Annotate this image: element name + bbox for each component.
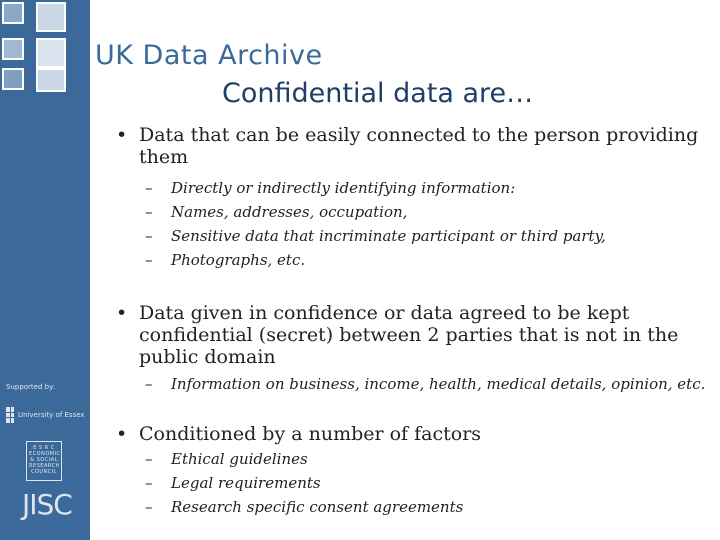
logo-square [36,2,66,32]
logo-square [2,38,24,60]
sub-item-text: Legal requirements [171,474,321,492]
sub-item-text: Sensitive data that incriminate participant or third party, [171,227,606,245]
brand-name: UK Data Archive [95,40,323,71]
sub-item [112,471,712,495]
dash-icon: – [145,203,153,221]
sub-item [112,447,712,471]
sub-list [112,375,712,394]
essex-mark-icon [6,407,14,423]
university-label: University of Essex [18,411,85,419]
logo-square [2,68,24,90]
sub-list [112,447,712,519]
logo-square [2,2,24,24]
sub-item [112,200,712,224]
bullet-item [112,302,712,368]
sub-item [112,176,712,200]
supported-by-label: Supported by: [6,383,56,391]
dash-icon: – [145,375,153,393]
esrc-line: E S R C [33,445,55,451]
sidebar-band [0,0,90,540]
esrc-line: ECONOMIC [29,451,61,457]
bullet-icon: • [116,423,128,445]
esrc-logo [26,441,62,481]
sub-item-text: Photographs, etc. [171,251,306,269]
dash-icon: – [145,227,153,245]
jisc-logo: JISC [22,488,72,521]
esrc-line: & SOCIAL [30,457,58,463]
sub-item-text: Directly or indirectly identifying information: [171,179,516,197]
slide-title: Confidential data are… [222,78,534,109]
sub-item [112,375,712,394]
sub-list [112,176,712,272]
sub-item-text: Names, addresses, occupation, [171,203,408,221]
bullet-icon: • [116,302,128,324]
bullet-text: Conditioned by a number of factors [139,423,482,445]
bullet-item [112,124,712,168]
bullet-item [112,423,712,445]
sub-item-text: Research specific consent agreements [171,498,464,516]
esrc-line: RESEARCH [29,463,60,469]
sub-item [112,495,712,519]
dash-icon: – [145,179,153,197]
logo-square [36,38,66,68]
archive-logo-squares [0,0,90,100]
sub-item-text: Ethical guidelines [171,450,308,468]
bullet-icon: • [116,124,128,146]
dash-icon: – [145,450,153,468]
sub-item-text: Information on business, income, health, medical details, opinion, etc. [171,375,706,393]
bullet-text: Data that can be easily connected to the person providing them [139,124,699,168]
logo-square [36,68,66,92]
sub-item [112,248,712,272]
esrc-line: COUNCIL [30,469,58,475]
dash-icon: – [145,498,153,516]
dash-icon: – [145,474,153,492]
university-of-essex-logo [6,407,86,423]
bullet-text: Data given in confidence or data agreed to be kept confidential (secret) between 2 parties that is not in the public domain [139,302,679,368]
dash-icon: – [145,251,153,269]
sub-item [112,224,712,248]
slide-content [112,124,712,519]
